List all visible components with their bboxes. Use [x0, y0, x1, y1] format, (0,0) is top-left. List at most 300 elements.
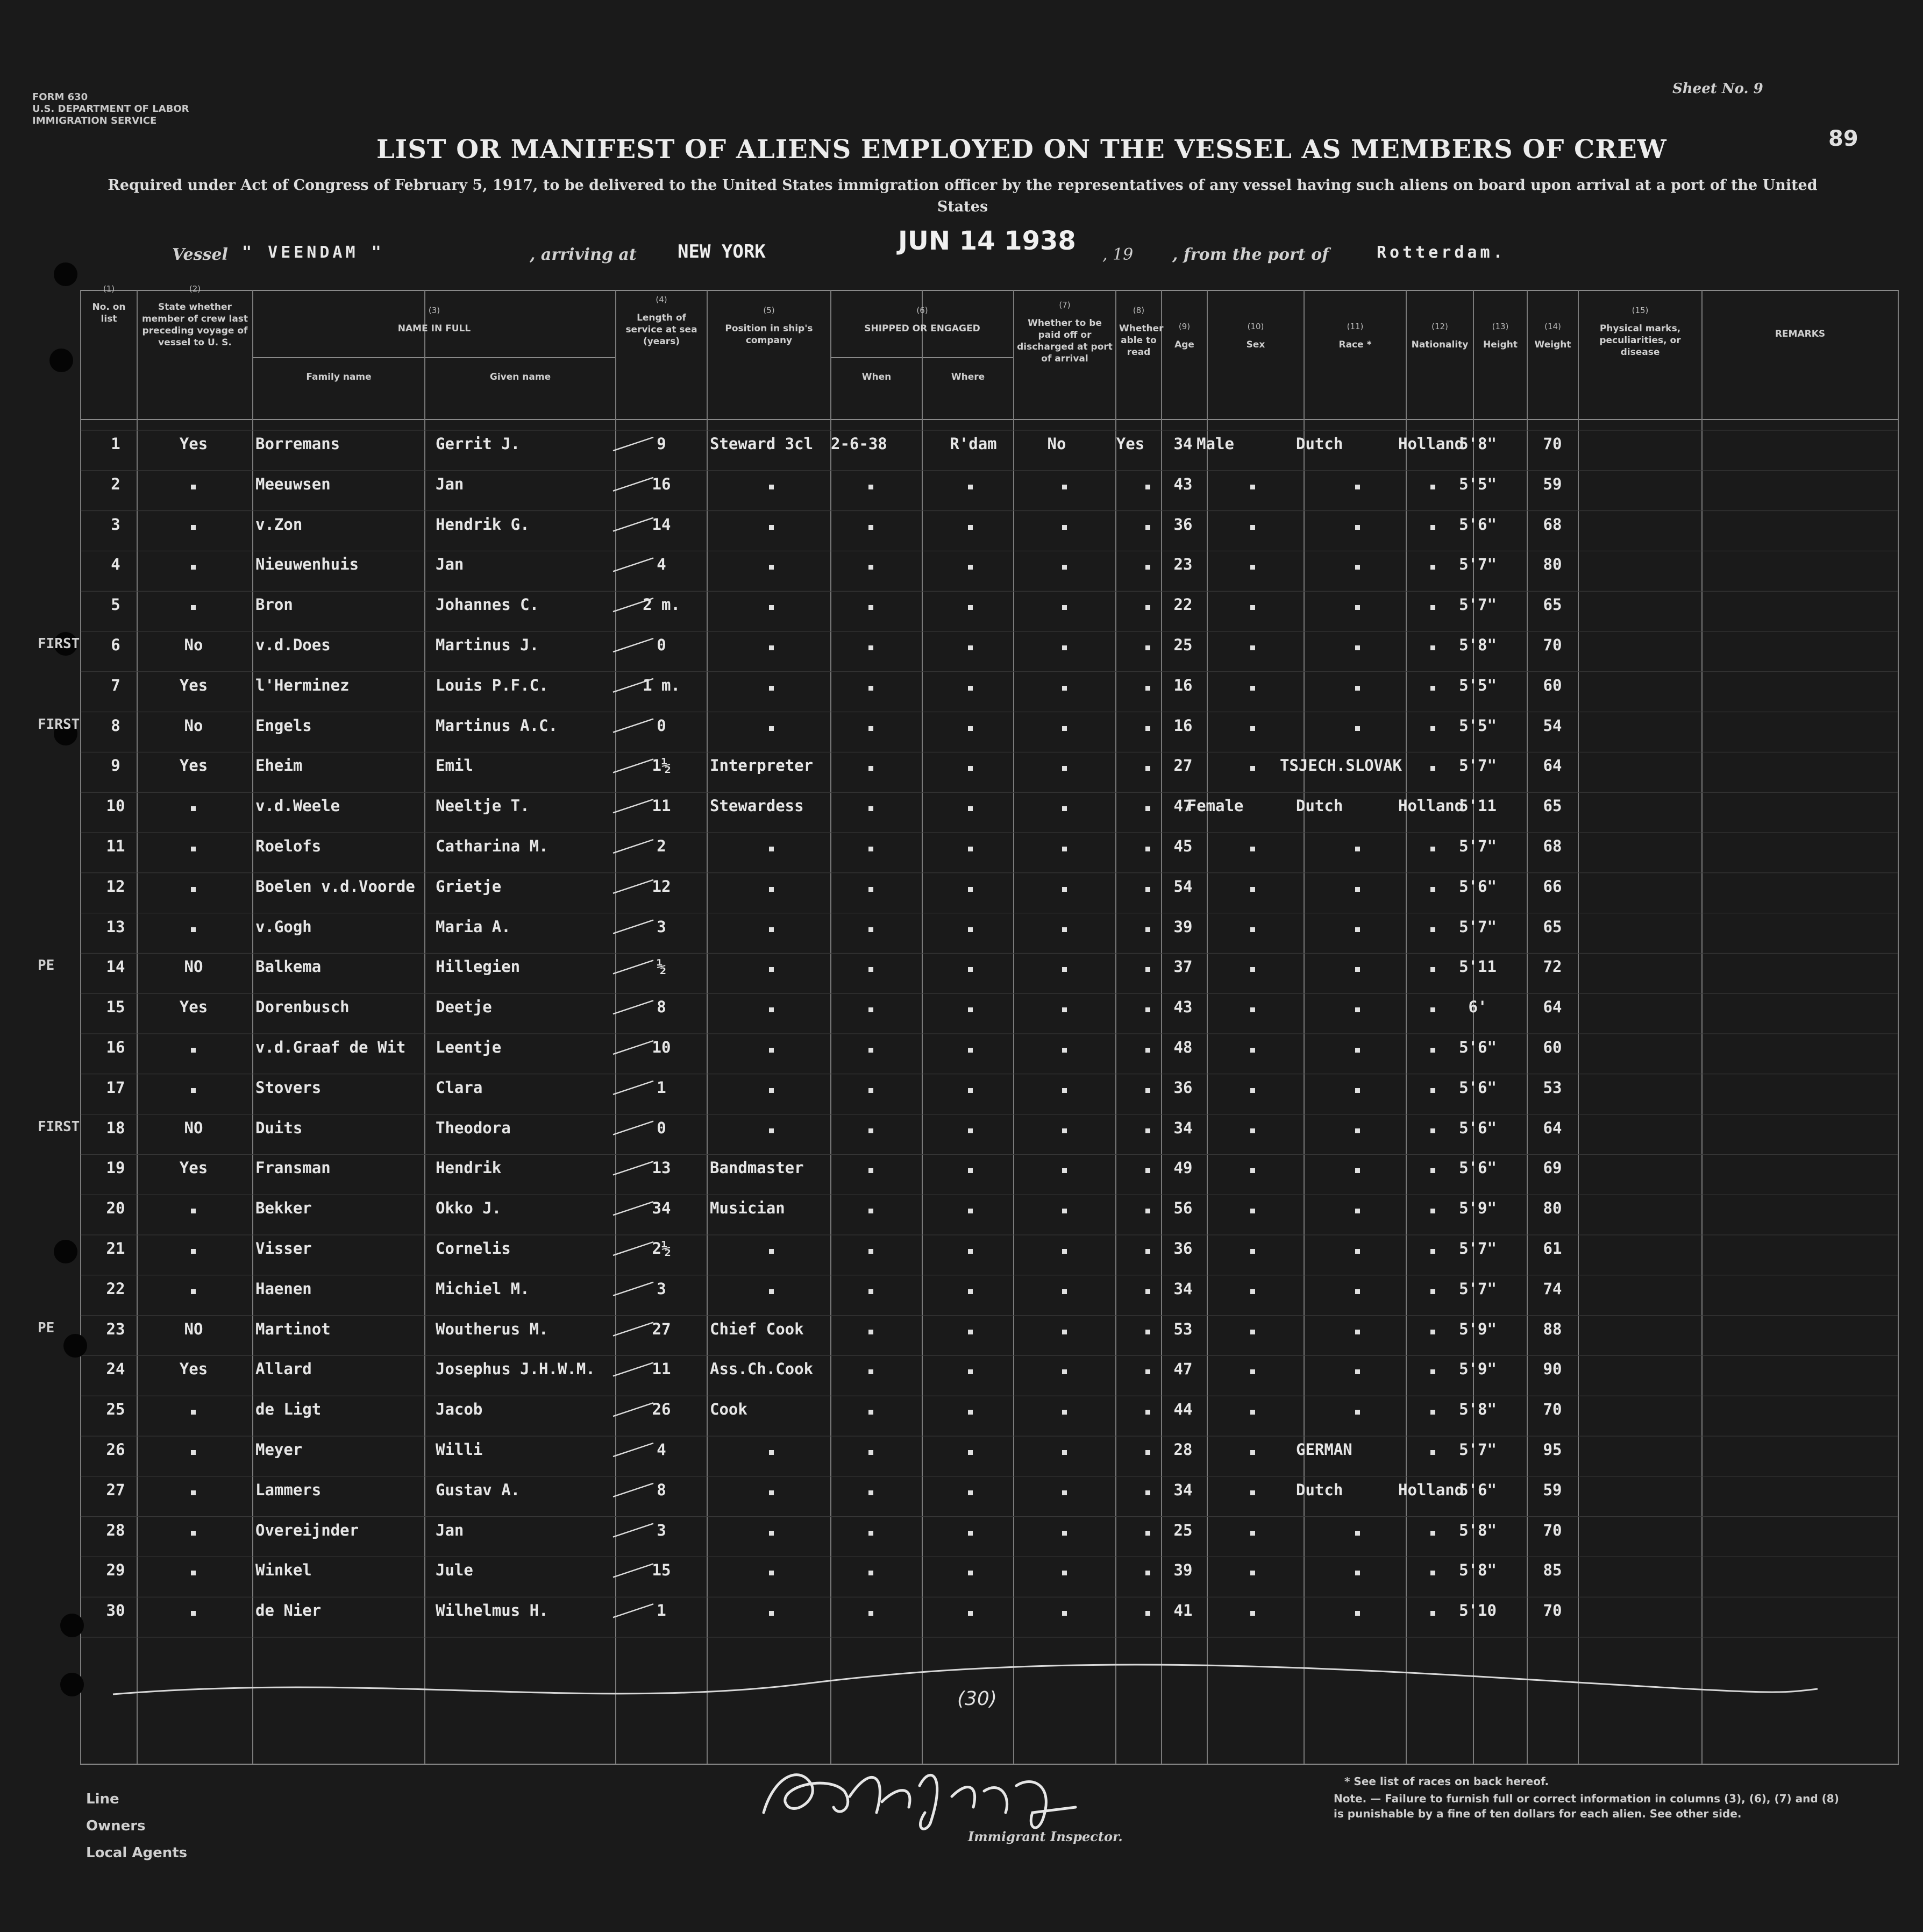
ditto-mark [968, 1128, 973, 1133]
column-header: Race * [1338, 339, 1372, 350]
cell-prev: Yes [179, 756, 208, 775]
ditto-mark [1062, 1048, 1067, 1053]
ditto-mark [1355, 1007, 1360, 1012]
cell-family: v.d.Weele [255, 797, 340, 815]
column-header: Physical marks, peculiarities, or disease [1599, 323, 1681, 358]
ditto-mark [1062, 1289, 1067, 1294]
ditto-mark [1145, 565, 1150, 570]
cell-service: 1 [657, 1078, 666, 1097]
cell-given: Johannes C. [436, 595, 539, 614]
cell-race: GERMAN [1296, 1440, 1352, 1459]
cell-service: 11 [652, 797, 671, 815]
cell-prev: Yes [179, 676, 208, 694]
ditto-mark [769, 1450, 774, 1455]
cell-age: 48 [1173, 1038, 1193, 1056]
ditto-mark [968, 525, 973, 530]
ditto-mark [868, 1168, 873, 1173]
cell-height: 5'7" [1459, 1239, 1497, 1258]
ditto-mark [191, 806, 196, 811]
cell-family: Fransman [255, 1159, 331, 1177]
ditto-mark [1145, 1330, 1150, 1334]
cell-weight: 65 [1543, 917, 1562, 936]
cell-given: Jan [436, 1521, 464, 1539]
cell-given: Gustav A. [436, 1480, 521, 1499]
column-header: No. on list [92, 302, 126, 324]
cell-service: 3 [657, 1521, 666, 1539]
cell-no: 16 [106, 1038, 125, 1056]
year-label: , 19 [1102, 245, 1134, 264]
ditto-mark [968, 927, 973, 932]
cell-height: 5'7" [1459, 1440, 1497, 1459]
cell-family: de Ligt [255, 1400, 322, 1419]
column-header: Age [1174, 339, 1194, 350]
cell-sex: Male [1196, 435, 1234, 453]
cell-no: 1 [111, 435, 120, 453]
ditto-mark [1355, 1531, 1360, 1536]
cell-weight: 64 [1543, 998, 1562, 1017]
cell-no: 3 [111, 515, 120, 534]
ditto-mark [1062, 1450, 1067, 1455]
ditto-mark [1355, 1088, 1360, 1093]
cell-age: 25 [1173, 1521, 1193, 1539]
ditto-mark [968, 766, 973, 771]
ditto-mark [1062, 1611, 1067, 1616]
ditto-mark [769, 847, 774, 851]
cell-height: 5'5" [1459, 716, 1497, 735]
column-number: (14) [1544, 322, 1561, 331]
ditto-mark [1250, 1571, 1255, 1575]
inspector-label: Immigrant Inspector. [968, 1829, 1123, 1844]
punch-hole [49, 349, 73, 372]
ditto-mark [868, 645, 873, 650]
cell-family: v.d.Graaf de Wit [255, 1038, 406, 1056]
cell-no: 8 [111, 716, 120, 735]
races-note: * See list of races on back hereof. [1344, 1775, 1549, 1788]
column-number: (10) [1247, 322, 1264, 331]
cell-height: 5'8" [1459, 435, 1497, 453]
cell-family: Allard [255, 1360, 312, 1379]
cell-height: 5'7" [1459, 837, 1497, 855]
ditto-mark [191, 1289, 196, 1294]
cell-family: Balkema [255, 957, 322, 976]
cell-given: Jacob [436, 1400, 483, 1419]
cell-age: 49 [1173, 1159, 1193, 1177]
ditto-mark [1145, 1088, 1150, 1093]
total-count: (30) [957, 1688, 997, 1710]
ditto-mark [1355, 1611, 1360, 1616]
cell-no: 9 [111, 756, 120, 775]
ditto-mark [1062, 605, 1067, 610]
cell-weight: 90 [1543, 1360, 1562, 1379]
column-number: (4) [656, 295, 667, 304]
column-number: (8) [1133, 306, 1145, 315]
column-number: (13) [1492, 322, 1509, 331]
cell-nat: Holland [1398, 797, 1464, 815]
column-header: Sex [1246, 339, 1265, 350]
cell-weight: 59 [1543, 474, 1562, 493]
cell-age: 34 [1173, 1118, 1193, 1137]
cell-prev: No [184, 636, 203, 654]
ditto-mark [868, 1450, 873, 1455]
cell-given: Deetje [436, 998, 492, 1017]
cell-family: Haenen [255, 1279, 312, 1298]
column-number: (5) [763, 306, 775, 315]
ditto-mark [968, 1289, 973, 1294]
cell-given: Louis P.F.C. [436, 676, 549, 694]
ditto-mark [769, 1048, 774, 1053]
ditto-mark [1062, 1088, 1067, 1093]
ditto-mark [1145, 1410, 1150, 1415]
column-header: SHIPPED OR ENGAGED [864, 323, 980, 334]
cell-family: Engels [255, 716, 312, 735]
cell-position: Stewardess [710, 797, 804, 815]
cell-height: 5'7" [1459, 595, 1497, 614]
cell-no: 24 [106, 1360, 125, 1379]
ditto-mark [968, 1330, 973, 1334]
cell-no: 4 [111, 555, 120, 574]
ditto-mark [968, 1611, 973, 1616]
ditto-mark [868, 605, 873, 610]
cell-race: Dutch [1296, 1480, 1343, 1499]
cell-height: 5'9" [1459, 1319, 1497, 1338]
ditto-mark [1062, 1571, 1067, 1575]
punch-hole [60, 1614, 84, 1637]
cell-weight: 70 [1543, 1521, 1562, 1539]
ditto-mark [1250, 645, 1255, 650]
ditto-mark [1355, 1249, 1360, 1254]
cell-weight: 66 [1543, 877, 1562, 896]
ditto-mark [1430, 565, 1435, 570]
ditto-mark [191, 1209, 196, 1213]
ditto-mark [1250, 1209, 1255, 1213]
column-header: Height [1483, 339, 1518, 350]
ditto-mark [1145, 1611, 1150, 1616]
cell-prev: No [184, 716, 203, 735]
ditto-mark [1145, 525, 1150, 530]
cell-age: 23 [1173, 555, 1193, 574]
ditto-mark [968, 967, 973, 972]
ditto-mark [868, 485, 873, 489]
ditto-mark [1062, 565, 1067, 570]
cell-height: 5'10 [1459, 1601, 1497, 1620]
owners-label: Owners [86, 1818, 146, 1834]
ditto-mark [868, 766, 873, 771]
ditto-mark [1145, 847, 1150, 851]
ditto-mark [868, 1249, 873, 1254]
ditto-mark [1355, 1369, 1360, 1374]
cell-age: 43 [1173, 474, 1193, 493]
cell-service: 4 [657, 1440, 666, 1459]
cell-given: Jule [436, 1561, 473, 1580]
ditto-mark [1250, 967, 1255, 972]
cell-no: 27 [106, 1480, 125, 1499]
cell-position: Steward 3cl [710, 435, 814, 453]
ditto-mark [1145, 1490, 1150, 1495]
cell-position: Bandmaster [710, 1159, 804, 1177]
cell-service: 34 [652, 1199, 671, 1218]
ditto-mark [1250, 1249, 1255, 1254]
cell-family: Winkel [255, 1561, 312, 1580]
ditto-mark [1355, 1168, 1360, 1173]
required-statement: Required under Act of Congress of February 5, 1917, to be delivered to the United States immigration officer by the representatives of any vessel having such aliens on board upon arrival at a port of the United States [108, 177, 1818, 215]
ditto-mark [1145, 1048, 1150, 1053]
vessel-label: Vessel [172, 245, 228, 264]
cell-given: Woutherus M. [436, 1319, 549, 1338]
column-number: (1) [103, 284, 115, 294]
cell-service: 3 [657, 917, 666, 936]
ditto-mark [1430, 1088, 1435, 1093]
ditto-mark [1430, 1450, 1435, 1455]
ditto-mark [1250, 847, 1255, 851]
cell-nat: Holland [1398, 1480, 1464, 1499]
ditto-mark [968, 1048, 973, 1053]
document-title: LIST OR MANIFEST OF ALIENS EMPLOYED ON THE VESSEL AS MEMBERS OF CREW [376, 134, 1667, 165]
cell-nat: Holland [1398, 435, 1464, 453]
column-header: Family name [306, 372, 372, 382]
ditto-mark [769, 565, 774, 570]
cell-family: Stovers [255, 1078, 322, 1097]
ditto-mark [1355, 565, 1360, 570]
ditto-mark [1250, 565, 1255, 570]
cell-family: Lammers [255, 1480, 322, 1499]
cell-height: 5'6" [1459, 1078, 1497, 1097]
cell-weight: 64 [1543, 1118, 1562, 1137]
ditto-mark [191, 1611, 196, 1616]
ditto-mark [868, 847, 873, 851]
inspector-signature [753, 1753, 1086, 1839]
column-header: Nationality [1411, 339, 1469, 350]
ditto-mark [1250, 726, 1255, 731]
cell-service: 0 [657, 636, 666, 654]
ditto-mark [868, 565, 873, 570]
cell-age: 39 [1173, 917, 1193, 936]
cell-height: 5'8" [1459, 1400, 1497, 1419]
cell-given: Hendrik [436, 1159, 502, 1177]
cell-race: Dutch [1296, 435, 1343, 453]
ditto-mark [1250, 1611, 1255, 1616]
ditto-mark [868, 1490, 873, 1495]
cell-height: 5'9" [1459, 1199, 1497, 1218]
ditto-mark [868, 1128, 873, 1133]
ditto-mark [191, 1571, 196, 1575]
cell-no: 28 [106, 1521, 125, 1539]
cell-given: Maria A. [436, 917, 511, 936]
ditto-mark [1355, 645, 1360, 650]
ditto-mark [1355, 1330, 1360, 1334]
cell-family: de Nier [255, 1601, 322, 1620]
cell-family: v.Zon [255, 515, 303, 534]
cell-age: 47 [1173, 797, 1193, 815]
ditto-mark [1145, 967, 1150, 972]
cell-family: Borremans [255, 435, 340, 453]
ditto-mark [1355, 1209, 1360, 1213]
cell-sex: Female [1187, 797, 1244, 815]
cell-family: Roelofs [255, 837, 322, 855]
ditto-mark [1145, 1531, 1150, 1536]
ditto-mark [968, 1490, 973, 1495]
ditto-mark [191, 847, 196, 851]
cell-age: 36 [1173, 1239, 1193, 1258]
ditto-mark [1062, 1410, 1067, 1415]
vessel-name: " VEENDAM " [242, 243, 384, 262]
ditto-mark [1250, 887, 1255, 892]
ditto-mark [1145, 1369, 1150, 1374]
ditto-mark [769, 1289, 774, 1294]
ditto-mark [769, 1531, 774, 1536]
cell-no: 22 [106, 1279, 125, 1298]
ditto-mark [1355, 726, 1360, 731]
cell-no: 17 [106, 1078, 125, 1097]
cell-age: 54 [1173, 877, 1193, 896]
ditto-mark [1145, 1209, 1150, 1213]
cell-position: Interpreter [710, 756, 814, 775]
cell-age: 22 [1173, 595, 1193, 614]
ditto-mark [1145, 1450, 1150, 1455]
ditto-mark [1062, 766, 1067, 771]
cell-prev: Yes [179, 1360, 208, 1379]
cell-age: 28 [1173, 1440, 1193, 1459]
cell-family: Meyer [255, 1440, 303, 1459]
cell-weight: 60 [1543, 676, 1562, 694]
cell-margin: FIRST [38, 636, 80, 652]
cell-service: 27 [652, 1319, 671, 1338]
ditto-mark [968, 887, 973, 892]
ditto-mark [1430, 525, 1435, 530]
ditto-mark [968, 1410, 973, 1415]
cell-service: 0 [657, 1118, 666, 1137]
ditto-mark [1250, 1531, 1255, 1536]
cell-prev: NO [184, 1118, 203, 1137]
cell-service: ½ [657, 957, 666, 976]
cell-height: 6' [1468, 998, 1487, 1017]
cell-height: 5'7" [1459, 756, 1497, 775]
ditto-mark [1250, 1410, 1255, 1415]
cell-height: 5'6" [1459, 1038, 1497, 1056]
cell-no: 12 [106, 877, 125, 896]
cell-family: l'Herminez [255, 676, 350, 694]
cell-family: Bekker [255, 1199, 312, 1218]
ditto-mark [1062, 1531, 1067, 1536]
ditto-mark [1145, 1289, 1150, 1294]
ditto-mark [769, 1007, 774, 1012]
ditto-mark [1430, 1128, 1435, 1133]
cell-age: 53 [1173, 1319, 1193, 1338]
cell-prev: Yes [179, 1159, 208, 1177]
cell-age: 16 [1173, 716, 1193, 735]
cell-weight: 88 [1543, 1319, 1562, 1338]
sheet-number: Sheet No. 9 [1672, 81, 1763, 97]
line-label: Line [86, 1791, 119, 1807]
cell-given: Hendrik G. [436, 515, 530, 534]
ditto-mark [1145, 806, 1150, 811]
ditto-mark [1145, 1249, 1150, 1254]
ditto-mark [1430, 967, 1435, 972]
ditto-mark [1062, 726, 1067, 731]
ditto-mark [968, 605, 973, 610]
ditto-mark [1355, 1571, 1360, 1575]
cell-margin: FIRST [38, 1118, 80, 1135]
cell-no: 29 [106, 1561, 125, 1580]
ditto-mark [191, 525, 196, 530]
cell-paid: No [1047, 435, 1066, 453]
cell-service: 4 [657, 555, 666, 574]
cell-height: 5'5" [1459, 474, 1497, 493]
ditto-mark [1145, 726, 1150, 731]
cell-family: Visser [255, 1239, 312, 1258]
cell-weight: 70 [1543, 1601, 1562, 1620]
ditto-mark [1250, 1168, 1255, 1173]
arrival-date-stamp: JUN 14 1938 [898, 226, 1076, 256]
ditto-mark [1430, 605, 1435, 610]
cell-service: 14 [652, 515, 671, 534]
ditto-mark [191, 1088, 196, 1093]
ditto-mark [968, 1369, 973, 1374]
cell-given: Jan [436, 474, 464, 493]
ditto-mark [868, 686, 873, 691]
cell-age: 41 [1173, 1601, 1193, 1620]
cell-race: TSJECH.SLOVAK [1280, 756, 1402, 775]
cell-age: 34 [1173, 1279, 1193, 1298]
cell-no: 25 [106, 1400, 125, 1419]
ditto-mark [868, 1007, 873, 1012]
punch-hole [54, 1240, 77, 1263]
cell-service: 1 m. [643, 676, 680, 694]
from-port-label: , from the port of [1172, 245, 1329, 264]
ditto-mark [1145, 605, 1150, 610]
cell-service: 8 [657, 1480, 666, 1499]
cell-family: Eheim [255, 756, 303, 775]
arrival-port: NEW YORK [678, 241, 766, 262]
ditto-mark [1430, 645, 1435, 650]
ditto-mark [868, 1330, 873, 1334]
cell-family: Nieuwenhuis [255, 555, 359, 574]
column-number: (12) [1431, 322, 1448, 331]
cell-no: 26 [106, 1440, 125, 1459]
cell-given: Emil [436, 756, 473, 775]
cell-no: 23 [106, 1319, 125, 1338]
ditto-mark [868, 1410, 873, 1415]
cell-age: 36 [1173, 1078, 1193, 1097]
ditto-mark [769, 1490, 774, 1495]
ditto-mark [1430, 1007, 1435, 1012]
cell-given: Michiel M. [436, 1279, 530, 1298]
cell-position: Chief Cook [710, 1319, 804, 1338]
column-number: (11) [1347, 322, 1364, 331]
cell-age: 39 [1173, 1561, 1193, 1580]
ditto-mark [1145, 1007, 1150, 1012]
cell-height: 5'8" [1459, 1561, 1497, 1580]
ditto-mark [1250, 1088, 1255, 1093]
ditto-mark [1250, 1007, 1255, 1012]
ditto-mark [769, 887, 774, 892]
cell-no: 2 [111, 474, 120, 493]
ditto-mark [191, 927, 196, 932]
ditto-mark [1430, 927, 1435, 932]
cell-age: 45 [1173, 837, 1193, 855]
ditto-mark [868, 1088, 873, 1093]
cell-height: 5'7" [1459, 1279, 1497, 1298]
cell-race: Dutch [1296, 797, 1343, 815]
cell-given: Grietje [436, 877, 502, 896]
ditto-mark [769, 605, 774, 610]
ditto-mark [868, 1571, 873, 1575]
ditto-mark [1062, 1249, 1067, 1254]
cell-height: 5'6" [1459, 515, 1497, 534]
cell-given: Catharina M. [436, 837, 549, 855]
column-header: NAME IN FULL [397, 323, 471, 334]
punch-hole [63, 1334, 87, 1358]
ditto-mark [1250, 686, 1255, 691]
